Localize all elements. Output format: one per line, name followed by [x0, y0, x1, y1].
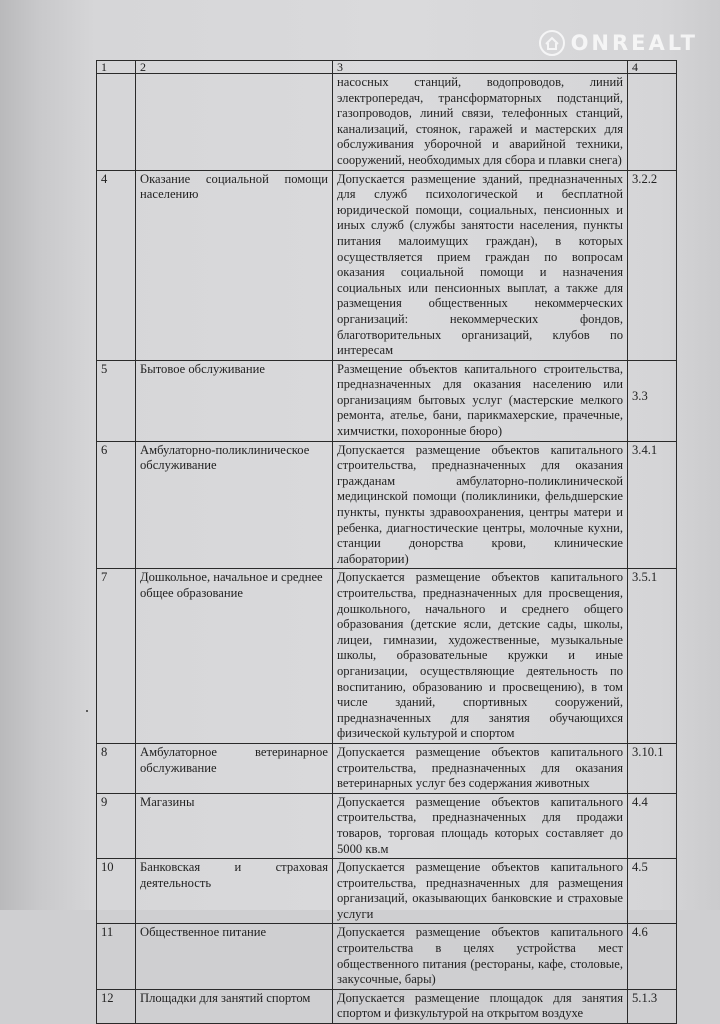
- header-col-1: 1: [97, 61, 136, 74]
- row-description: Допускается размещение площадок для занятия спортом и физкультурой на открытом воздухе: [333, 989, 628, 1023]
- row-name: Амбулаторно-поликлиническое обслуживание: [136, 441, 333, 569]
- row-code: 3.3: [628, 360, 677, 441]
- row-code: 3.2.2: [628, 170, 677, 360]
- row-code: 4.6: [628, 924, 677, 989]
- row-code: 4.4: [628, 793, 677, 858]
- continuation-row: [97, 74, 677, 171]
- row-description: Допускается размещение объектов капитального строительства в целях устройства мест общественного питания (рестораны, кафе, столовые, закусочные, бары): [333, 924, 628, 989]
- header-col-4: 4: [628, 61, 677, 74]
- row-number: 7: [97, 569, 136, 744]
- empty-cell: [97, 74, 136, 171]
- row-description: Размещение объектов капитального строительства, предназначенных для оказания населению или организациям бытовых услуг (мастерские мелкого ремонта, ателье, бани, парикмахерские, прачечные, химчистки, похоронные бюро): [333, 360, 628, 441]
- house-logo-icon: [539, 30, 565, 56]
- table-row: [97, 859, 677, 924]
- row-code: 3.4.1: [628, 441, 677, 569]
- table-row: [97, 793, 677, 858]
- row-number: 11: [97, 924, 136, 989]
- ink-speck: [86, 710, 88, 712]
- continuation-text: насосных станций, водопроводов, линий электропередач, трансформаторных подстанций, газопроводов, линий связи, телефонных станций, канализаций, стоянок, гаражей и мастерских для обслуживания уборочной и аварийной техники, сооружений, необходимых для сбора и плавки снега): [333, 74, 628, 171]
- table-header-row: [97, 61, 677, 74]
- row-name: Оказание социальной помощи населению: [136, 170, 333, 360]
- row-description: Допускается размещение объектов капитального строительства, предназначенных для просвещения, дошкольного, начального и среднего общего образования (детские ясли, детские сады, школы, лицеи, гимназии, художественные, музыкальные школы, образовательные кружки и иные организации, осуществляющие деятельность по воспитанию, образованию и просвещению), в том числе зданий, спортивных сооружений, предназначенных для занятия обучающихся физической культурой и спортом: [333, 569, 628, 744]
- row-code: 3.10.1: [628, 743, 677, 793]
- watermark: [539, 30, 698, 56]
- row-code: 3.5.1: [628, 569, 677, 744]
- row-number: 10: [97, 859, 136, 924]
- row-number: 6: [97, 441, 136, 569]
- row-code: 5.1.3: [628, 989, 677, 1023]
- row-name: Площадки для занятий спортом: [136, 989, 333, 1023]
- row-name: Дошкольное, начальное и среднее общее образование: [136, 569, 333, 744]
- table-row: [97, 170, 677, 360]
- row-number: 5: [97, 360, 136, 441]
- row-name: Общественное питание: [136, 924, 333, 989]
- table-row: [97, 360, 677, 441]
- table-row: [97, 743, 677, 793]
- row-description: Допускается размещение объектов капитального строительства, предназначенных для оказания гражданам амбулаторно-поликлинической медицинской помощи (поликлиники, фельдшерские пункты, пункты здравоохранения, центры матери и ребенка, диагностические центры, молочные кухни, станции донорства крови, клинические лаборатории): [333, 441, 628, 569]
- row-description: Допускается размещение объектов капитального строительства, предназначенных для оказания ветеринарных услуг без содержания животных: [333, 743, 628, 793]
- row-name: Амбулаторное ветеринарное обслуживание: [136, 743, 333, 793]
- row-code: 4.5: [628, 859, 677, 924]
- table-row: [97, 441, 677, 569]
- table-row: [97, 569, 677, 744]
- empty-cell: [628, 74, 677, 171]
- row-description: Допускается размещение объектов капитального строительства, предназначенных для размещения организаций, оказывающих банковские и страховые услуги: [333, 859, 628, 924]
- row-name: Банковская и страховая деятельность: [136, 859, 333, 924]
- empty-cell: [136, 74, 333, 171]
- row-number: 4: [97, 170, 136, 360]
- header-col-3: 3: [333, 61, 628, 74]
- table-row: [97, 924, 677, 989]
- table-row: [97, 989, 677, 1023]
- row-number: 12: [97, 989, 136, 1023]
- watermark-text: ONREALT: [570, 31, 698, 55]
- header-col-2: 2: [136, 61, 333, 74]
- land-use-table: [96, 60, 677, 1024]
- row-name: Магазины: [136, 793, 333, 858]
- row-name: Бытовое обслуживание: [136, 360, 333, 441]
- row-description: Допускается размещение зданий, предназначенных для служб психологической и бесплатной юридической помощи, социальных, пенсионных и иных служб (службы занятости населения, пункты питания малоимущих граждан), в которых осуществляется прием граждан по вопросам оказания социальной помощи и назначения социальных или пенсионных выплат, а также для размещения общественных некоммерческих организаций: некоммерческих фондов, благотворительных организаций, клубов по интересам: [333, 170, 628, 360]
- row-number: 8: [97, 743, 136, 793]
- row-number: 9: [97, 793, 136, 858]
- row-description: Допускается размещение объектов капитального строительства, предназначенных для продажи товаров, торговая площадь которых составляет до 5000 кв.м: [333, 793, 628, 858]
